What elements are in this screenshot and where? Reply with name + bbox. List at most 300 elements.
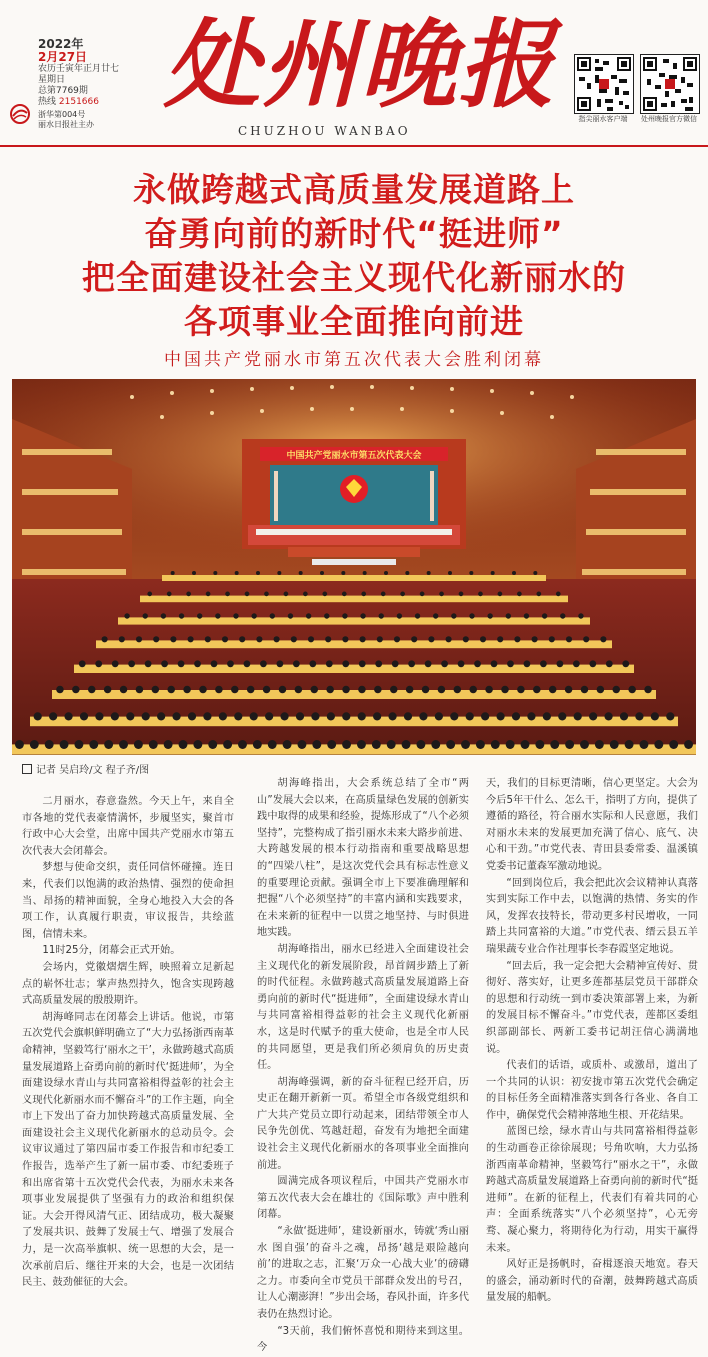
masthead	[0, 0, 708, 160]
delegate-head	[34, 712, 42, 720]
delegate-head	[179, 613, 184, 618]
delegate-head	[361, 592, 366, 597]
delegate-head	[320, 571, 324, 575]
hotline	[38, 97, 119, 108]
delegate-head	[524, 613, 529, 618]
article-paragraph: 风好正是扬帆时，奋楫逐浪天地宽。春天的盛会，涌动新时代的奋潮，鼓舞跨越式高质量发展的船帆。	[486, 1259, 698, 1304]
delegate-head	[205, 636, 211, 642]
delegate-head	[466, 712, 474, 720]
delegate-head	[549, 686, 557, 694]
delegate-head	[521, 740, 530, 749]
delegate-head	[193, 740, 202, 749]
delegate-head	[119, 740, 128, 749]
delegate-head	[535, 740, 544, 749]
delegate-head	[326, 660, 333, 667]
desk-row	[74, 665, 634, 673]
delegate-head	[578, 613, 583, 618]
article-column-2	[257, 776, 469, 1357]
delegate-head	[250, 712, 258, 720]
delegate-head	[420, 592, 425, 597]
delegate-head	[583, 636, 589, 642]
delegate-head	[390, 686, 398, 694]
delegate-head	[147, 592, 152, 597]
delegate-head	[288, 613, 293, 618]
delegate-head	[469, 613, 474, 618]
article-paragraph: 胡海峰强调，新的奋斗征程已经开启，历史正在翻开新新一页。希望全市各级党组织和广大共产党员立即行动起来，团结带领全市人民争先创优、笃越赶超，奋发有为地把全面建设社会主义现代化新丽水的各项事业全面推向前进。	[257, 1076, 469, 1171]
delegate-head	[245, 592, 250, 597]
delegate-head	[342, 660, 349, 667]
delegate-head	[374, 686, 382, 694]
delegate-head	[342, 636, 348, 642]
delegate-head	[227, 660, 234, 667]
delegate-head	[231, 686, 239, 694]
delegate-head	[72, 686, 80, 694]
delegate-head	[186, 592, 191, 597]
delegate-head	[208, 740, 217, 749]
delegate-head	[238, 740, 247, 749]
delegate-head	[225, 592, 230, 597]
delegate-head	[256, 636, 262, 642]
delegate-head	[402, 740, 411, 749]
hotline-label: 热线	[38, 97, 57, 107]
lunar-date: 农历壬寅年正月廿七	[38, 64, 120, 74]
delegate-head	[388, 712, 396, 720]
delegate-head	[441, 660, 448, 667]
delegate-head	[342, 592, 347, 597]
article-paragraph: 胡海峰同志在闭幕会上讲话。他说，市第五次党代会旗帜鲜明确立了“大力弘扬浙西南革命精神，坚毅笃行‘丽水之干’，永做跨越式高质量发展道路上奋勇向前的新时代‘挺进师’，为全面建设绿水青山与共同富裕相得益彰的社会主义现代化新丽水而不懈奋斗”的工作主题，向全市上下发出了奋力加快跨越式高质量发展、全面建设社会主义现代化新丽水的总动员令。会议审议通过了第四届市委工作报告和市纪委工作报告，选举产生了新一届市委、市纪委班子和出席省第十五次党代会代表，为丽水未来各项事业发展提供了坚强有力的政治和组织保证。大会开得风清气正、团结成功，极大凝聚了发展共识、鼓舞了发展士气、增强了发展合力，是一次高举旗帜、统一思想的大会，是一次承前启后、继往开来的大会，也是一次团结民主、鼓劲催征的大会。	[22, 1011, 234, 1289]
delegate-head	[188, 636, 194, 642]
delegate-head	[517, 592, 522, 597]
delegate-head	[375, 660, 382, 667]
delegate-head	[428, 636, 434, 642]
delegate-head	[589, 712, 597, 720]
masthead-english: CHUZHOU WANBAO	[238, 124, 411, 138]
delegate-head	[560, 613, 565, 618]
delegate-head	[149, 740, 158, 749]
delegate-head	[411, 636, 417, 642]
headline-line-1: 永做跨越式高质量发展道路上	[133, 170, 575, 209]
delegate-head	[206, 592, 211, 597]
delegate-head	[613, 686, 621, 694]
delegate-head	[597, 686, 605, 694]
article-paragraph: 11时25分，闭幕会正式开始。	[42, 945, 181, 957]
delegate-head	[136, 636, 142, 642]
delegate-head	[387, 740, 396, 749]
delegate-head	[533, 686, 541, 694]
article-column-3	[486, 776, 698, 1307]
stage-banner: 中国共产党丽水市第五次代表大会	[286, 451, 422, 461]
delegate-head	[277, 571, 281, 575]
delegate-head	[524, 660, 531, 667]
delegate-head	[415, 613, 420, 618]
delegate-head	[433, 613, 438, 618]
article-paragraph: “回到岗位后，我会把此次会议精神认真落实到实际工作中去，以饱满的热情、务实的作风，发挥农技特长，带动更多村民增收，一同踏上共同富裕的大道。”市党代表、缙云县五羊瑞果蔬专业合作社理事长李春霞坚定地说。	[486, 877, 698, 955]
delegate-head	[392, 660, 399, 667]
issue-date: 2月27日	[38, 50, 88, 64]
delegate-head	[454, 686, 462, 694]
delegate-head	[451, 613, 456, 618]
delegate-head	[565, 740, 574, 749]
delegate-head	[435, 712, 443, 720]
delegate-head	[311, 686, 319, 694]
delegate-head	[448, 571, 452, 575]
delegate-head	[120, 686, 128, 694]
article-paragraph: 胡海峰指出，丽水已经进入全面建设社会主义现代化的新发展阶段，昂首阔步踏上了新的时代征程。永做跨越式高质量发展道路上奋勇向前的新时代“挺进师”，全面建设绿水青山与共同富裕相得益彰的社会主义现代化新丽水，这是时代赋予的重大使命，也是全市人民的共同愿望，更是我们所必须肩负的历史责任。	[257, 943, 469, 1072]
delegate-head	[446, 740, 455, 749]
issue-info	[38, 38, 119, 108]
delegate-head	[327, 740, 336, 749]
qr-code-wechat[interactable]	[640, 54, 700, 114]
delegate-head	[256, 571, 260, 575]
delegate-head	[610, 740, 619, 749]
delegate-head	[89, 740, 98, 749]
delegate-head	[167, 592, 172, 597]
delegate-head	[308, 636, 314, 642]
delegate-head	[312, 740, 321, 749]
delegate-head	[194, 660, 201, 667]
delegate-head	[309, 660, 316, 667]
delegate-head	[136, 686, 144, 694]
delegate-head	[104, 686, 112, 694]
delegate-head	[215, 686, 223, 694]
delegate-head	[296, 712, 304, 720]
delegate-head	[556, 660, 563, 667]
delegate-head	[179, 740, 188, 749]
delegate-head	[172, 712, 180, 720]
qr-code-app[interactable]	[574, 54, 634, 114]
delegate-head	[126, 712, 134, 720]
delegate-head	[157, 712, 165, 720]
delegate-head	[549, 636, 555, 642]
photo-credit	[22, 761, 149, 776]
delegate-head	[556, 592, 561, 597]
delegate-head	[373, 712, 381, 720]
delegate-head	[203, 712, 211, 720]
delegate-head	[397, 613, 402, 618]
masthead-divider	[0, 145, 708, 147]
delegate-head	[628, 686, 636, 694]
delegate-head	[152, 686, 160, 694]
delegate-head	[581, 686, 589, 694]
delegate-head	[284, 592, 289, 597]
delegate-head	[512, 712, 520, 720]
delegate-head	[358, 712, 366, 720]
delegate-head	[244, 660, 251, 667]
delegate-head	[666, 712, 674, 720]
delegate-head	[450, 712, 458, 720]
masthead-title-text: 处州晚报	[164, 8, 556, 116]
delegate-head	[469, 571, 473, 575]
delegate-head	[487, 613, 492, 618]
delegate-head	[263, 686, 271, 694]
hotline-number: 2151666	[58, 97, 99, 107]
delegate-head	[183, 686, 191, 694]
delegate-head	[342, 712, 350, 720]
delegate-head	[372, 740, 381, 749]
delegate-head	[311, 712, 319, 720]
delegate-head	[491, 740, 500, 749]
delegate-head	[222, 636, 228, 642]
delegate-head	[295, 686, 303, 694]
delegate-head	[264, 592, 269, 597]
delegate-head	[45, 740, 54, 749]
delegate-head	[427, 571, 431, 575]
delegate-head	[485, 686, 493, 694]
delegate-head	[197, 613, 202, 618]
article-paragraph: 天，我们的目标更清晰，信心更坚定。大会为今后5年干什么、怎么干，指明了方向，提供了遵循的路径，符合丽水实际和人民意愿，我们对丽水未来的发展更加充满了信心、底气、决心和干劲。”市党代表、青田县委常委、温溪镇党委书记董森军激动地说。	[486, 778, 698, 872]
delegate-head	[239, 636, 245, 642]
delegate-head	[293, 660, 300, 667]
delegate-head	[104, 740, 113, 749]
article-paragraph: 圆满完成各项议程后，中国共产党丽水市第五次代表大会在雄壮的《国际歌》声中胜利闭幕。	[257, 1176, 469, 1221]
delegate-head	[167, 686, 175, 694]
delegate-head	[359, 660, 366, 667]
delegate-head	[170, 636, 176, 642]
article-paragraph: “3天前，我们俯怀喜悦和期待来到这里。今	[257, 1325, 469, 1354]
qr-caption-wechat: 处州晚报官方微信	[641, 115, 697, 123]
delegate-head	[458, 660, 465, 667]
delegate-head	[536, 592, 541, 597]
issue-total: 总第7769期	[38, 86, 88, 96]
delegate-head	[253, 740, 262, 749]
article-paragraph: 会场内，党徽熠熠生辉，映照着立足新起点的崭怀壮志；掌声热烈持久，饱含实现跨越式高质量发展的殷殷期许。	[22, 961, 234, 1007]
delegate-head	[30, 740, 39, 749]
delegate-head	[422, 686, 430, 694]
delegate-head	[620, 712, 628, 720]
delegate-head	[419, 712, 427, 720]
delegate-head	[507, 660, 514, 667]
delegate-head	[498, 592, 503, 597]
delegate-head	[360, 613, 365, 618]
delegate-head	[463, 636, 469, 642]
delegate-head	[439, 592, 444, 597]
delegate-head	[377, 636, 383, 642]
delegate-head	[381, 592, 386, 597]
delegate-head	[234, 712, 242, 720]
delegate-head	[119, 636, 125, 642]
delegate-head	[565, 686, 573, 694]
delegate-head	[573, 660, 580, 667]
headline-line-3: 把全面建设社会主义现代化新丽水的	[82, 258, 626, 297]
delegate-head	[143, 613, 148, 618]
delegate-head	[111, 712, 119, 720]
delegate-head	[574, 712, 582, 720]
delegate-head	[325, 636, 331, 642]
delegate-head	[102, 636, 108, 642]
delegate-head	[342, 686, 350, 694]
article-paragraph: “永做‘挺进师’，建设新丽水，铸就‘秀山丽水 图自强’的奋斗之魂，昂扬‘越是艰险越向前’的进取之志，汇聚‘万众一心战大业’的磅礴之力。市委向全市党员干部群众发出的号召，让人心潮澎湃！”步出会场，春风扑面，许多代表仍在热烈讨论。	[257, 1226, 469, 1320]
delegate-head	[527, 712, 535, 720]
delegate-head	[360, 636, 366, 642]
delegate-head	[112, 660, 119, 667]
delegate-head	[446, 636, 452, 642]
headline-line-4: 各项事业全面推向前进	[184, 302, 524, 341]
delegate-head	[394, 636, 400, 642]
delegate-head	[298, 740, 307, 749]
delegate-head	[476, 740, 485, 749]
delegate-head	[566, 636, 572, 642]
photo-credit-text: 记者 吴启玲/文 程子齐/图	[36, 765, 150, 776]
delegate-head	[268, 740, 277, 749]
delegate-head	[540, 660, 547, 667]
delegate-head	[506, 613, 511, 618]
delegate-head	[251, 613, 256, 618]
delegate-head	[379, 613, 384, 618]
qr-code-icon	[575, 55, 633, 113]
delegate-head	[80, 712, 88, 720]
delegate-head	[79, 660, 86, 667]
qr-code-icon	[641, 55, 699, 113]
publisher: 丽水日报社主办	[38, 120, 94, 129]
delegate-head	[604, 712, 612, 720]
delegate-head	[283, 740, 292, 749]
delegate-head	[357, 740, 366, 749]
delegate-head	[514, 636, 520, 642]
desk-row	[118, 617, 590, 624]
delegate-head	[363, 571, 367, 575]
delegate-head	[474, 660, 481, 667]
delegate-head	[416, 740, 425, 749]
delegate-head	[223, 740, 232, 749]
delegate-head	[95, 712, 103, 720]
delegate-head	[654, 740, 663, 749]
issue-year: 2022年	[38, 37, 84, 51]
delegate-head	[506, 740, 515, 749]
delegate-head	[219, 712, 227, 720]
delegate-head	[342, 740, 351, 749]
delegate-head	[280, 712, 288, 720]
delegate-head	[95, 660, 102, 667]
delegate-head	[532, 636, 538, 642]
delegate-head	[651, 712, 659, 720]
delegate-head	[404, 712, 412, 720]
delegate-head	[533, 571, 537, 575]
delegate-head	[215, 613, 220, 618]
delegate-head	[276, 660, 283, 667]
delegate-head	[512, 571, 516, 575]
delegate-head	[589, 660, 596, 667]
headline-line-2: 奋勇向前的新时代“挺进师”	[144, 214, 564, 253]
delegate-head	[600, 636, 606, 642]
article-paragraph: “回去后，我一定会把大会精神宣传好、贯彻好、落实好，让更多莲都基层党员干部群众的思想和行动统一到市委决策部署上来，为新的发展目标不懈奋斗。”市党代表，莲都区委组织部副部长、两新工委书记胡汪信心满满地说。	[486, 960, 698, 1055]
desk-row	[12, 744, 696, 754]
delegate-head	[164, 740, 173, 749]
cn-code: 浙华第004号	[38, 110, 86, 119]
delegate-head	[306, 613, 311, 618]
delegate-head	[491, 660, 498, 667]
delegate-head	[161, 613, 166, 618]
publisher-info	[38, 110, 94, 130]
delegate-head	[128, 660, 135, 667]
article-paragraph: 代表们的话语，或质朴、或激昂，道出了一个共同的认识：初安拢市第五次党代会确定的目标任务全面精准落实到各行各业、各自工作中，确保党代会精神落地生根、开花结果。	[486, 1060, 698, 1121]
delegate-head	[270, 613, 275, 618]
delegate-head	[124, 613, 129, 618]
newspaper-logo-icon	[8, 104, 32, 124]
delegate-head	[60, 740, 69, 749]
delegate-head	[622, 660, 629, 667]
delegate-head	[517, 686, 525, 694]
congress-hall-photo	[12, 379, 696, 755]
delegate-head	[199, 686, 207, 694]
article-column-1	[22, 794, 234, 1292]
article-paragraph: 蓝图已绘，绿水青山与共同富裕相得益彰的生动画卷正徐徐展现；号角吹响，大力弘扬浙西南革命精神，坚毅笃行“丽水之干”，永做跨越式高质量发展道路上奋勇向前的新时代“挺进师”。在新的征程上，代表们有着共同的心声：全面系统落实“八个必须坚持”，心无旁骛、凝心聚力，将期待化为行动，用实干赢得未来。	[486, 1126, 698, 1254]
delegate-head	[153, 636, 159, 642]
delegate-head	[543, 712, 551, 720]
delegate-head	[303, 592, 308, 597]
article-paragraph: 胡海峰指出，大会系统总结了全市“两山”发展大会以来，在高质量绿色发展的创新实践中取得的成果和经验，提炼形成了“八个必须坚持”，完整构成了指引丽水未来大路步前进、大跨越发展的根本行动指南和重要战略思想的“四梁八柱”，是这次党代会具有标志性意义的重要理论贡献。强调全市上下要准确理解和把握“八个必须坚持”的丰富内涵和实践要求，在未来新的征程中一以贯之地坚持、与时俱进地实践。	[257, 778, 469, 939]
delegate-head	[384, 571, 388, 575]
delegate-head	[461, 740, 470, 749]
delegate-head	[211, 660, 218, 667]
delegate-head	[501, 686, 509, 694]
delegate-head	[299, 571, 303, 575]
delegate-head	[635, 712, 643, 720]
delegate-head	[478, 592, 483, 597]
delegate-head	[326, 686, 334, 694]
delegate-head	[550, 740, 559, 749]
delegate-head	[74, 740, 83, 749]
delegate-head	[542, 613, 547, 618]
square-bullet-icon	[22, 764, 32, 774]
delegate-head	[625, 740, 634, 749]
delegate-head	[400, 592, 405, 597]
delegate-head	[327, 712, 335, 720]
delegate-head	[64, 712, 72, 720]
delegate-head	[233, 613, 238, 618]
delegate-head	[358, 686, 366, 694]
delegate-head	[469, 686, 477, 694]
delegate-head	[15, 740, 24, 749]
delegate-head	[161, 660, 168, 667]
delegate-head	[580, 740, 589, 749]
delegate-head	[291, 636, 297, 642]
delegate-head	[405, 571, 409, 575]
delegate-head	[341, 571, 345, 575]
delegate-head	[606, 660, 613, 667]
delegate-head	[322, 592, 327, 597]
delegate-head	[279, 686, 287, 694]
article-paragraph: 梦想与使命交织，责任同信怀碰撞。连日来，代表们以饱满的政治热情、强烈的使命担当、昂扬的精神面貌，全身心地投入大会的各项工作，认真履行职责，审议报告，共绘蓝图，信情未来。	[22, 862, 234, 940]
delegate-head	[438, 686, 446, 694]
desk-row	[162, 575, 546, 581]
delegate-head	[235, 571, 239, 575]
delegate-head	[88, 686, 96, 694]
delegate-head	[644, 686, 652, 694]
delegate-head	[192, 571, 196, 575]
delegate-head	[406, 686, 414, 694]
desk-row	[140, 596, 568, 603]
delegate-head	[213, 571, 217, 575]
delegate-head	[260, 660, 267, 667]
delegate-head	[134, 740, 143, 749]
delegate-head	[669, 740, 678, 749]
delegate-head	[431, 740, 440, 749]
delegate-head	[56, 686, 64, 694]
delegate-head	[178, 660, 185, 667]
delegate-head	[684, 740, 693, 749]
delegate-head	[497, 636, 503, 642]
delegate-head	[145, 660, 152, 667]
delegate-head	[640, 740, 649, 749]
article-paragraph: 二月丽水，春意盎然。今天上午，来自全市各地的党代表豪情满怀，步履坚实，聚首市行政中心大会堂，出席中国共产党丽水市第五次代表大会闭幕会。	[22, 796, 234, 857]
masthead-title	[150, 6, 570, 116]
delegate-head	[188, 712, 196, 720]
delegate-head	[171, 571, 175, 575]
delegate-head	[408, 660, 415, 667]
delegate-head	[558, 712, 566, 720]
delegate-head	[49, 712, 57, 720]
weekday: 星期日	[38, 75, 66, 85]
